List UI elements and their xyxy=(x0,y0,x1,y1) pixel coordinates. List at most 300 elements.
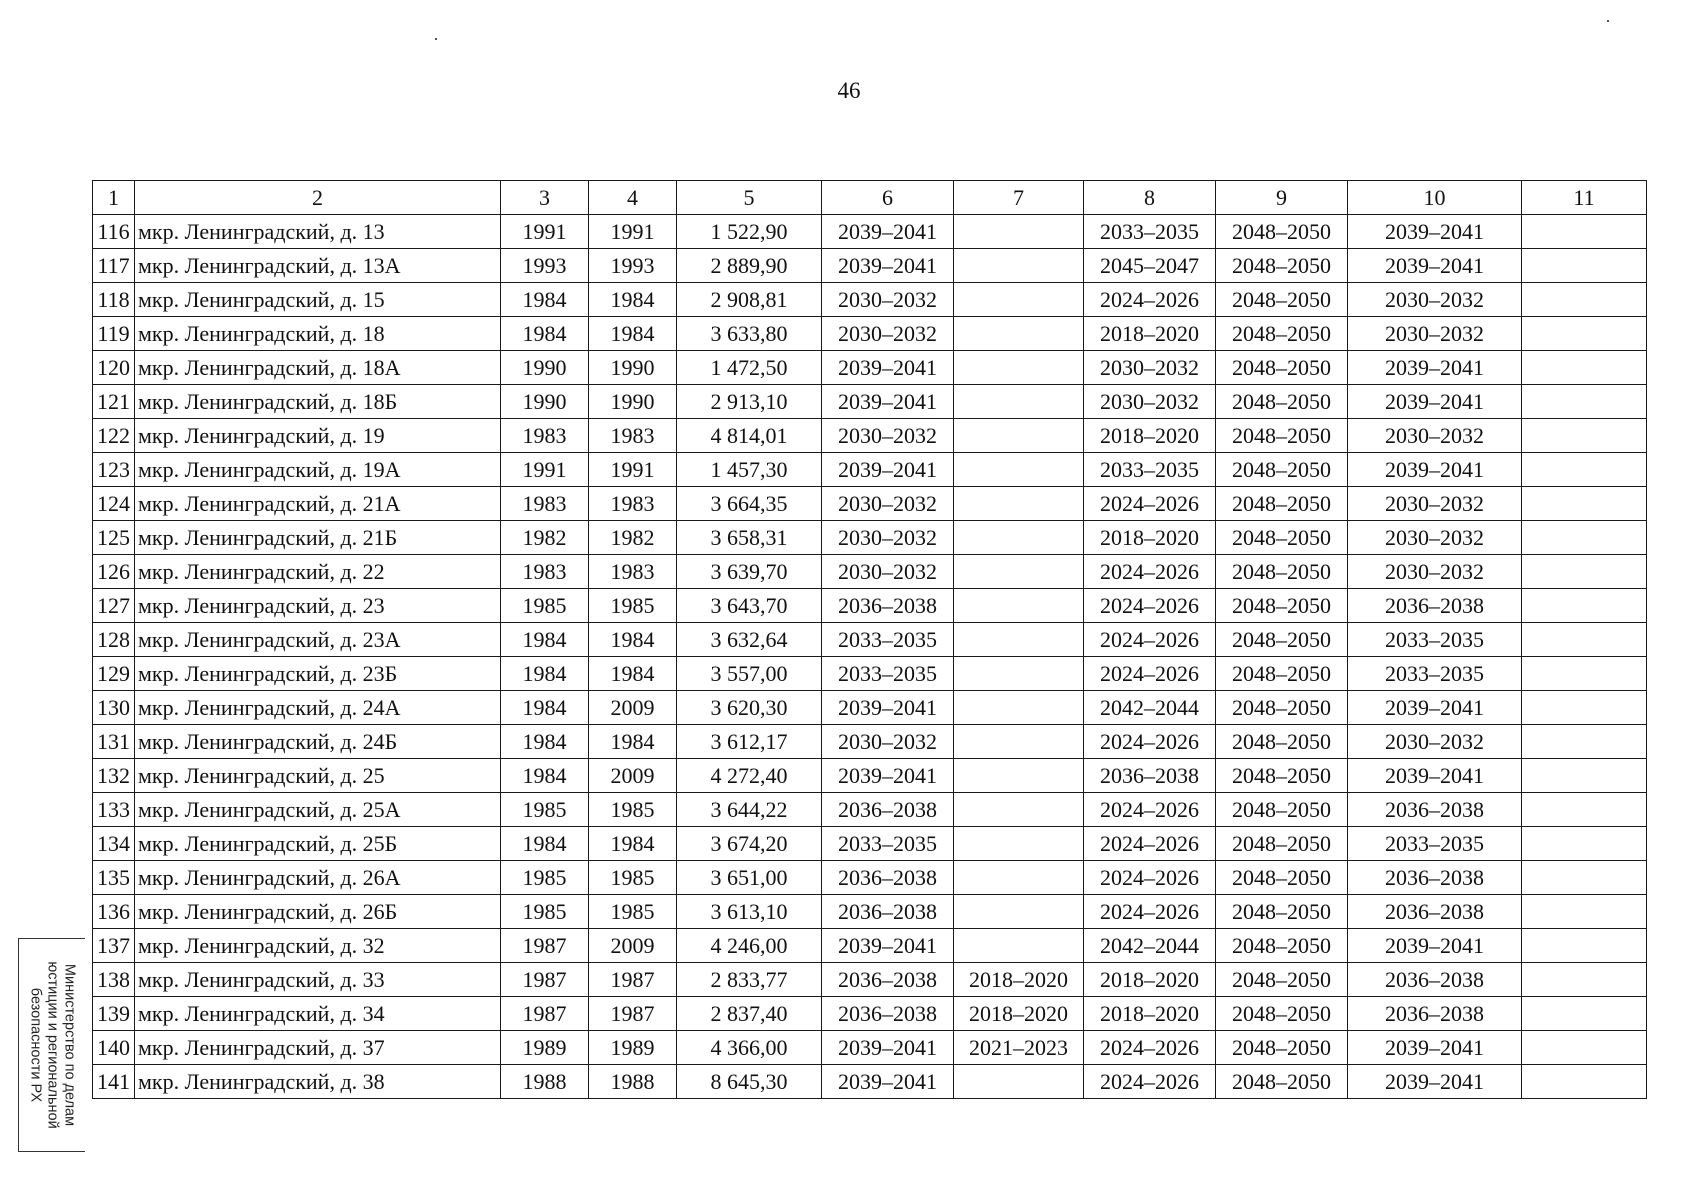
cell-address: мкр. Ленинградский, д. 23Б xyxy=(135,657,501,691)
cell-address: мкр. Ленинградский, д. 19А xyxy=(135,453,501,487)
stamp-text xyxy=(27,941,78,1149)
cell-year-built: 1982 xyxy=(501,521,589,555)
cell-area: 3 632,64 xyxy=(677,623,822,657)
cell-period-col-8: 2030–2032 xyxy=(1084,351,1216,385)
cell-row-number: 130 xyxy=(93,691,135,725)
cell-period-col-8: 2024–2026 xyxy=(1084,283,1216,317)
cell-year-commissioned: 1984 xyxy=(589,827,677,861)
cell-row-number: 131 xyxy=(93,725,135,759)
cell-period-col-7 xyxy=(954,1065,1084,1099)
cell-address: мкр. Ленинградский, д. 21А xyxy=(135,487,501,521)
table-row xyxy=(93,453,1647,487)
cell-period-col-7 xyxy=(954,861,1084,895)
scan-speck xyxy=(1607,20,1609,22)
cell-address: мкр. Ленинградский, д. 26Б xyxy=(135,895,501,929)
cell-col-11 xyxy=(1522,657,1647,691)
cell-period-col-9: 2048–2050 xyxy=(1216,793,1348,827)
cell-area: 2 833,77 xyxy=(677,963,822,997)
cell-period-col-7: 2021–2023 xyxy=(954,1031,1084,1065)
cell-period-col-8: 2024–2026 xyxy=(1084,895,1216,929)
cell-address: мкр. Ленинградский, д. 18 xyxy=(135,317,501,351)
cell-row-number: 117 xyxy=(93,249,135,283)
cell-period-col-6: 2039–2041 xyxy=(822,351,954,385)
cell-period-col-10: 2036–2038 xyxy=(1348,895,1522,929)
cell-year-built: 1987 xyxy=(501,929,589,963)
cell-row-number: 134 xyxy=(93,827,135,861)
cell-address: мкр. Ленинградский, д. 13 xyxy=(135,215,501,249)
table-row xyxy=(93,249,1647,283)
cell-period-col-7 xyxy=(954,351,1084,385)
cell-period-col-6: 2039–2041 xyxy=(822,249,954,283)
cell-year-commissioned: 1985 xyxy=(589,589,677,623)
cell-period-col-8: 2024–2026 xyxy=(1084,725,1216,759)
cell-year-built: 1987 xyxy=(501,997,589,1031)
cell-period-col-10: 2033–2035 xyxy=(1348,623,1522,657)
cell-row-number: 138 xyxy=(93,963,135,997)
cell-period-col-7 xyxy=(954,249,1084,283)
table-row xyxy=(93,895,1647,929)
cell-period-col-7 xyxy=(954,487,1084,521)
table-row xyxy=(93,929,1647,963)
cell-period-col-10: 2039–2041 xyxy=(1348,1031,1522,1065)
table-row xyxy=(93,861,1647,895)
cell-address: мкр. Ленинградский, д. 24А xyxy=(135,691,501,725)
header-cell-9: 9 xyxy=(1216,181,1348,215)
cell-period-col-8: 2045–2047 xyxy=(1084,249,1216,283)
cell-period-col-10: 2039–2041 xyxy=(1348,691,1522,725)
cell-col-11 xyxy=(1522,487,1647,521)
cell-period-col-9: 2048–2050 xyxy=(1216,521,1348,555)
cell-period-col-10: 2033–2035 xyxy=(1348,657,1522,691)
cell-year-commissioned: 1984 xyxy=(589,283,677,317)
cell-period-col-10: 2039–2041 xyxy=(1348,215,1522,249)
cell-year-commissioned: 1988 xyxy=(589,1065,677,1099)
cell-col-11 xyxy=(1522,283,1647,317)
cell-period-col-7 xyxy=(954,759,1084,793)
cell-area: 1 457,30 xyxy=(677,453,822,487)
cell-row-number: 137 xyxy=(93,929,135,963)
cell-address: мкр. Ленинградский, д. 38 xyxy=(135,1065,501,1099)
cell-row-number: 136 xyxy=(93,895,135,929)
cell-year-built: 1983 xyxy=(501,555,589,589)
cell-year-commissioned: 1985 xyxy=(589,793,677,827)
cell-period-col-6: 2030–2032 xyxy=(822,419,954,453)
stamp-line: юстиции и региональной xyxy=(44,961,61,1129)
cell-address: мкр. Ленинградский, д. 15 xyxy=(135,283,501,317)
cell-col-11 xyxy=(1522,215,1647,249)
cell-col-11 xyxy=(1522,385,1647,419)
cell-area: 3 620,30 xyxy=(677,691,822,725)
cell-period-col-8: 2033–2035 xyxy=(1084,215,1216,249)
cell-row-number: 141 xyxy=(93,1065,135,1099)
cell-period-col-6: 2039–2041 xyxy=(822,759,954,793)
cell-address: мкр. Ленинградский, д. 25Б xyxy=(135,827,501,861)
table-row xyxy=(93,215,1647,249)
cell-period-col-7 xyxy=(954,623,1084,657)
cell-period-col-7 xyxy=(954,419,1084,453)
cell-year-built: 1984 xyxy=(501,317,589,351)
cell-period-col-8: 2024–2026 xyxy=(1084,623,1216,657)
cell-period-col-6: 2033–2035 xyxy=(822,827,954,861)
cell-period-col-6: 2039–2041 xyxy=(822,691,954,725)
cell-year-commissioned: 1984 xyxy=(589,623,677,657)
cell-area: 3 643,70 xyxy=(677,589,822,623)
table-row xyxy=(93,317,1647,351)
cell-period-col-9: 2048–2050 xyxy=(1216,419,1348,453)
cell-address: мкр. Ленинградский, д. 23 xyxy=(135,589,501,623)
cell-period-col-9: 2048–2050 xyxy=(1216,215,1348,249)
cell-period-col-9: 2048–2050 xyxy=(1216,589,1348,623)
cell-period-col-7 xyxy=(954,895,1084,929)
cell-period-col-7: 2018–2020 xyxy=(954,997,1084,1031)
cell-period-col-8: 2018–2020 xyxy=(1084,963,1216,997)
cell-col-11 xyxy=(1522,1065,1647,1099)
cell-area: 3 639,70 xyxy=(677,555,822,589)
cell-year-commissioned: 2009 xyxy=(589,759,677,793)
cell-period-col-6: 2030–2032 xyxy=(822,487,954,521)
cell-period-col-8: 2024–2026 xyxy=(1084,589,1216,623)
cell-period-col-10: 2033–2035 xyxy=(1348,827,1522,861)
cell-period-col-7 xyxy=(954,555,1084,589)
cell-year-built: 1990 xyxy=(501,351,589,385)
cell-period-col-8: 2024–2026 xyxy=(1084,1031,1216,1065)
cell-period-col-7 xyxy=(954,453,1084,487)
cell-year-commissioned: 2009 xyxy=(589,929,677,963)
cell-area: 4 366,00 xyxy=(677,1031,822,1065)
cell-period-col-10: 2036–2038 xyxy=(1348,861,1522,895)
cell-address: мкр. Ленинградский, д. 37 xyxy=(135,1031,501,1065)
cell-year-built: 1983 xyxy=(501,487,589,521)
cell-period-col-7 xyxy=(954,317,1084,351)
cell-row-number: 139 xyxy=(93,997,135,1031)
cell-period-col-9: 2048–2050 xyxy=(1216,385,1348,419)
cell-period-col-10: 2039–2041 xyxy=(1348,351,1522,385)
stamp-line: безопасности РХ xyxy=(27,987,44,1103)
table-row xyxy=(93,691,1647,725)
ministry-stamp xyxy=(18,938,85,1152)
cell-period-col-10: 2030–2032 xyxy=(1348,555,1522,589)
cell-year-built: 1985 xyxy=(501,793,589,827)
cell-period-col-8: 2024–2026 xyxy=(1084,657,1216,691)
cell-year-commissioned: 1984 xyxy=(589,725,677,759)
cell-address: мкр. Ленинградский, д. 25А xyxy=(135,793,501,827)
cell-period-col-8: 2024–2026 xyxy=(1084,487,1216,521)
cell-year-commissioned: 1990 xyxy=(589,385,677,419)
cell-period-col-8: 2042–2044 xyxy=(1084,929,1216,963)
cell-year-commissioned: 1985 xyxy=(589,861,677,895)
cell-row-number: 123 xyxy=(93,453,135,487)
cell-address: мкр. Ленинградский, д. 34 xyxy=(135,997,501,1031)
cell-period-col-9: 2048–2050 xyxy=(1216,657,1348,691)
cell-period-col-8: 2033–2035 xyxy=(1084,453,1216,487)
header-cell-1: 1 xyxy=(93,181,135,215)
cell-period-col-8: 2018–2020 xyxy=(1084,521,1216,555)
cell-col-11 xyxy=(1522,895,1647,929)
housing-register-table xyxy=(92,180,1647,1099)
cell-period-col-6: 2030–2032 xyxy=(822,521,954,555)
table-row xyxy=(93,555,1647,589)
cell-period-col-9: 2048–2050 xyxy=(1216,453,1348,487)
cell-area: 2 889,90 xyxy=(677,249,822,283)
cell-year-commissioned: 1982 xyxy=(589,521,677,555)
cell-period-col-7 xyxy=(954,691,1084,725)
cell-year-built: 1985 xyxy=(501,861,589,895)
cell-col-11 xyxy=(1522,827,1647,861)
cell-address: мкр. Ленинградский, д. 32 xyxy=(135,929,501,963)
cell-period-col-6: 2036–2038 xyxy=(822,895,954,929)
cell-area: 2 908,81 xyxy=(677,283,822,317)
table-row xyxy=(93,827,1647,861)
cell-period-col-7 xyxy=(954,589,1084,623)
cell-year-built: 1990 xyxy=(501,385,589,419)
cell-period-col-9: 2048–2050 xyxy=(1216,317,1348,351)
cell-row-number: 119 xyxy=(93,317,135,351)
cell-period-col-8: 2030–2032 xyxy=(1084,385,1216,419)
cell-year-commissioned: 1991 xyxy=(589,453,677,487)
cell-period-col-10: 2039–2041 xyxy=(1348,1065,1522,1099)
cell-address: мкр. Ленинградский, д. 22 xyxy=(135,555,501,589)
cell-row-number: 124 xyxy=(93,487,135,521)
cell-area: 3 651,00 xyxy=(677,861,822,895)
cell-row-number: 122 xyxy=(93,419,135,453)
cell-year-built: 1985 xyxy=(501,895,589,929)
cell-row-number: 116 xyxy=(93,215,135,249)
table-row xyxy=(93,385,1647,419)
cell-period-col-8: 2018–2020 xyxy=(1084,419,1216,453)
cell-period-col-9: 2048–2050 xyxy=(1216,929,1348,963)
cell-address: мкр. Ленинградский, д. 33 xyxy=(135,963,501,997)
cell-period-col-8: 2024–2026 xyxy=(1084,861,1216,895)
cell-period-col-9: 2048–2050 xyxy=(1216,997,1348,1031)
cell-period-col-9: 2048–2050 xyxy=(1216,963,1348,997)
cell-period-col-9: 2048–2050 xyxy=(1216,1065,1348,1099)
cell-period-col-6: 2030–2032 xyxy=(822,725,954,759)
cell-period-col-8: 2042–2044 xyxy=(1084,691,1216,725)
cell-period-col-6: 2030–2032 xyxy=(822,555,954,589)
table-row xyxy=(93,793,1647,827)
cell-period-col-9: 2048–2050 xyxy=(1216,1031,1348,1065)
cell-period-col-10: 2036–2038 xyxy=(1348,997,1522,1031)
cell-period-col-10: 2039–2041 xyxy=(1348,249,1522,283)
table-row xyxy=(93,1065,1647,1099)
cell-year-built: 1984 xyxy=(501,827,589,861)
cell-period-col-10: 2030–2032 xyxy=(1348,487,1522,521)
cell-period-col-6: 2030–2032 xyxy=(822,317,954,351)
cell-period-col-7 xyxy=(954,283,1084,317)
cell-period-col-7 xyxy=(954,793,1084,827)
cell-year-built: 1984 xyxy=(501,759,589,793)
cell-col-11 xyxy=(1522,759,1647,793)
cell-year-commissioned: 1993 xyxy=(589,249,677,283)
cell-period-col-10: 2036–2038 xyxy=(1348,793,1522,827)
cell-col-11 xyxy=(1522,691,1647,725)
cell-row-number: 125 xyxy=(93,521,135,555)
cell-period-col-8: 2024–2026 xyxy=(1084,555,1216,589)
cell-year-commissioned: 1987 xyxy=(589,997,677,1031)
cell-period-col-7 xyxy=(954,521,1084,555)
cell-period-col-7 xyxy=(954,657,1084,691)
table-row xyxy=(93,487,1647,521)
cell-address: мкр. Ленинградский, д. 26А xyxy=(135,861,501,895)
cell-period-col-10: 2036–2038 xyxy=(1348,963,1522,997)
cell-period-col-8: 2024–2026 xyxy=(1084,827,1216,861)
cell-row-number: 133 xyxy=(93,793,135,827)
cell-period-col-6: 2036–2038 xyxy=(822,589,954,623)
cell-area: 3 612,17 xyxy=(677,725,822,759)
cell-address: мкр. Ленинградский, д. 18А xyxy=(135,351,501,385)
table-row xyxy=(93,521,1647,555)
cell-period-col-8: 2018–2020 xyxy=(1084,997,1216,1031)
cell-period-col-6: 2036–2038 xyxy=(822,793,954,827)
header-cell-8: 8 xyxy=(1084,181,1216,215)
cell-year-built: 1984 xyxy=(501,725,589,759)
header-cell-5: 5 xyxy=(677,181,822,215)
cell-address: мкр. Ленинградский, д. 24Б xyxy=(135,725,501,759)
cell-area: 1 522,90 xyxy=(677,215,822,249)
header-row xyxy=(93,181,1647,215)
cell-year-commissioned: 1984 xyxy=(589,317,677,351)
header-cell-11: 11 xyxy=(1522,181,1647,215)
cell-period-col-9: 2048–2050 xyxy=(1216,861,1348,895)
cell-year-commissioned: 1983 xyxy=(589,555,677,589)
cell-col-11 xyxy=(1522,317,1647,351)
cell-period-col-9: 2048–2050 xyxy=(1216,623,1348,657)
cell-area: 3 658,31 xyxy=(677,521,822,555)
table-row xyxy=(93,283,1647,317)
cell-period-col-6: 2033–2035 xyxy=(822,623,954,657)
cell-address: мкр. Ленинградский, д. 13А xyxy=(135,249,501,283)
table-row xyxy=(93,419,1647,453)
cell-area: 3 664,35 xyxy=(677,487,822,521)
cell-period-col-9: 2048–2050 xyxy=(1216,895,1348,929)
cell-year-built: 1984 xyxy=(501,657,589,691)
cell-area: 3 633,80 xyxy=(677,317,822,351)
cell-col-11 xyxy=(1522,929,1647,963)
cell-year-commissioned: 1987 xyxy=(589,963,677,997)
cell-address: мкр. Ленинградский, д. 18Б xyxy=(135,385,501,419)
cell-address: мкр. Ленинградский, д. 21Б xyxy=(135,521,501,555)
cell-col-11 xyxy=(1522,555,1647,589)
cell-year-built: 1991 xyxy=(501,453,589,487)
cell-period-col-9: 2048–2050 xyxy=(1216,725,1348,759)
cell-row-number: 129 xyxy=(93,657,135,691)
cell-row-number: 128 xyxy=(93,623,135,657)
cell-period-col-8: 2024–2026 xyxy=(1084,793,1216,827)
cell-row-number: 135 xyxy=(93,861,135,895)
cell-col-11 xyxy=(1522,997,1647,1031)
table-row xyxy=(93,589,1647,623)
cell-year-built: 1985 xyxy=(501,589,589,623)
table-header xyxy=(93,181,1647,215)
cell-col-11 xyxy=(1522,521,1647,555)
cell-area: 4 272,40 xyxy=(677,759,822,793)
cell-period-col-10: 2036–2038 xyxy=(1348,589,1522,623)
cell-period-col-10: 2039–2041 xyxy=(1348,929,1522,963)
cell-col-11 xyxy=(1522,351,1647,385)
cell-row-number: 126 xyxy=(93,555,135,589)
cell-col-11 xyxy=(1522,793,1647,827)
cell-area: 2 913,10 xyxy=(677,385,822,419)
cell-year-built: 1984 xyxy=(501,623,589,657)
cell-year-commissioned: 1991 xyxy=(589,215,677,249)
cell-col-11 xyxy=(1522,963,1647,997)
cell-address: мкр. Ленинградский, д. 25 xyxy=(135,759,501,793)
cell-area: 4 814,01 xyxy=(677,419,822,453)
cell-year-built: 1983 xyxy=(501,419,589,453)
cell-year-commissioned: 1984 xyxy=(589,657,677,691)
scan-speck xyxy=(435,38,437,40)
cell-year-commissioned: 1983 xyxy=(589,419,677,453)
table-body xyxy=(93,215,1647,1099)
cell-period-col-10: 2039–2041 xyxy=(1348,453,1522,487)
cell-year-built: 1984 xyxy=(501,691,589,725)
cell-area: 4 246,00 xyxy=(677,929,822,963)
cell-period-col-10: 2030–2032 xyxy=(1348,725,1522,759)
cell-period-col-10: 2030–2032 xyxy=(1348,283,1522,317)
cell-period-col-6: 2036–2038 xyxy=(822,997,954,1031)
cell-year-built: 1991 xyxy=(501,215,589,249)
cell-period-col-7 xyxy=(954,385,1084,419)
cell-year-commissioned: 1990 xyxy=(589,351,677,385)
cell-period-col-10: 2030–2032 xyxy=(1348,521,1522,555)
cell-row-number: 127 xyxy=(93,589,135,623)
cell-year-commissioned: 2009 xyxy=(589,691,677,725)
cell-year-built: 1984 xyxy=(501,283,589,317)
cell-area: 3 674,20 xyxy=(677,827,822,861)
header-cell-2: 2 xyxy=(135,181,501,215)
cell-period-col-6: 2039–2041 xyxy=(822,1065,954,1099)
cell-period-col-6: 2033–2035 xyxy=(822,657,954,691)
cell-col-11 xyxy=(1522,623,1647,657)
header-cell-7: 7 xyxy=(954,181,1084,215)
cell-year-built: 1993 xyxy=(501,249,589,283)
cell-period-col-9: 2048–2050 xyxy=(1216,249,1348,283)
cell-address: мкр. Ленинградский, д. 23А xyxy=(135,623,501,657)
cell-col-11 xyxy=(1522,725,1647,759)
cell-col-11 xyxy=(1522,453,1647,487)
table-row xyxy=(93,1031,1647,1065)
table-row xyxy=(93,963,1647,997)
table-row xyxy=(93,351,1647,385)
cell-area: 3 557,00 xyxy=(677,657,822,691)
cell-row-number: 140 xyxy=(93,1031,135,1065)
cell-period-col-9: 2048–2050 xyxy=(1216,827,1348,861)
cell-period-col-9: 2048–2050 xyxy=(1216,691,1348,725)
cell-area: 1 472,50 xyxy=(677,351,822,385)
page-number: 46 xyxy=(837,78,861,103)
cell-area: 3 613,10 xyxy=(677,895,822,929)
cell-period-col-6: 2039–2041 xyxy=(822,1031,954,1065)
header-cell-3: 3 xyxy=(501,181,589,215)
cell-row-number: 120 xyxy=(93,351,135,385)
cell-year-commissioned: 1989 xyxy=(589,1031,677,1065)
cell-period-col-10: 2039–2041 xyxy=(1348,759,1522,793)
table-row xyxy=(93,725,1647,759)
cell-period-col-10: 2030–2032 xyxy=(1348,419,1522,453)
cell-period-col-7 xyxy=(954,827,1084,861)
cell-area: 3 644,22 xyxy=(677,793,822,827)
cell-col-11 xyxy=(1522,861,1647,895)
cell-year-built: 1988 xyxy=(501,1065,589,1099)
header-cell-10: 10 xyxy=(1348,181,1522,215)
cell-period-col-8: 2036–2038 xyxy=(1084,759,1216,793)
cell-year-commissioned: 1985 xyxy=(589,895,677,929)
cell-period-col-9: 2048–2050 xyxy=(1216,283,1348,317)
cell-col-11 xyxy=(1522,249,1647,283)
cell-period-col-8: 2024–2026 xyxy=(1084,1065,1216,1099)
cell-year-commissioned: 1983 xyxy=(589,487,677,521)
cell-period-col-6: 2036–2038 xyxy=(822,861,954,895)
